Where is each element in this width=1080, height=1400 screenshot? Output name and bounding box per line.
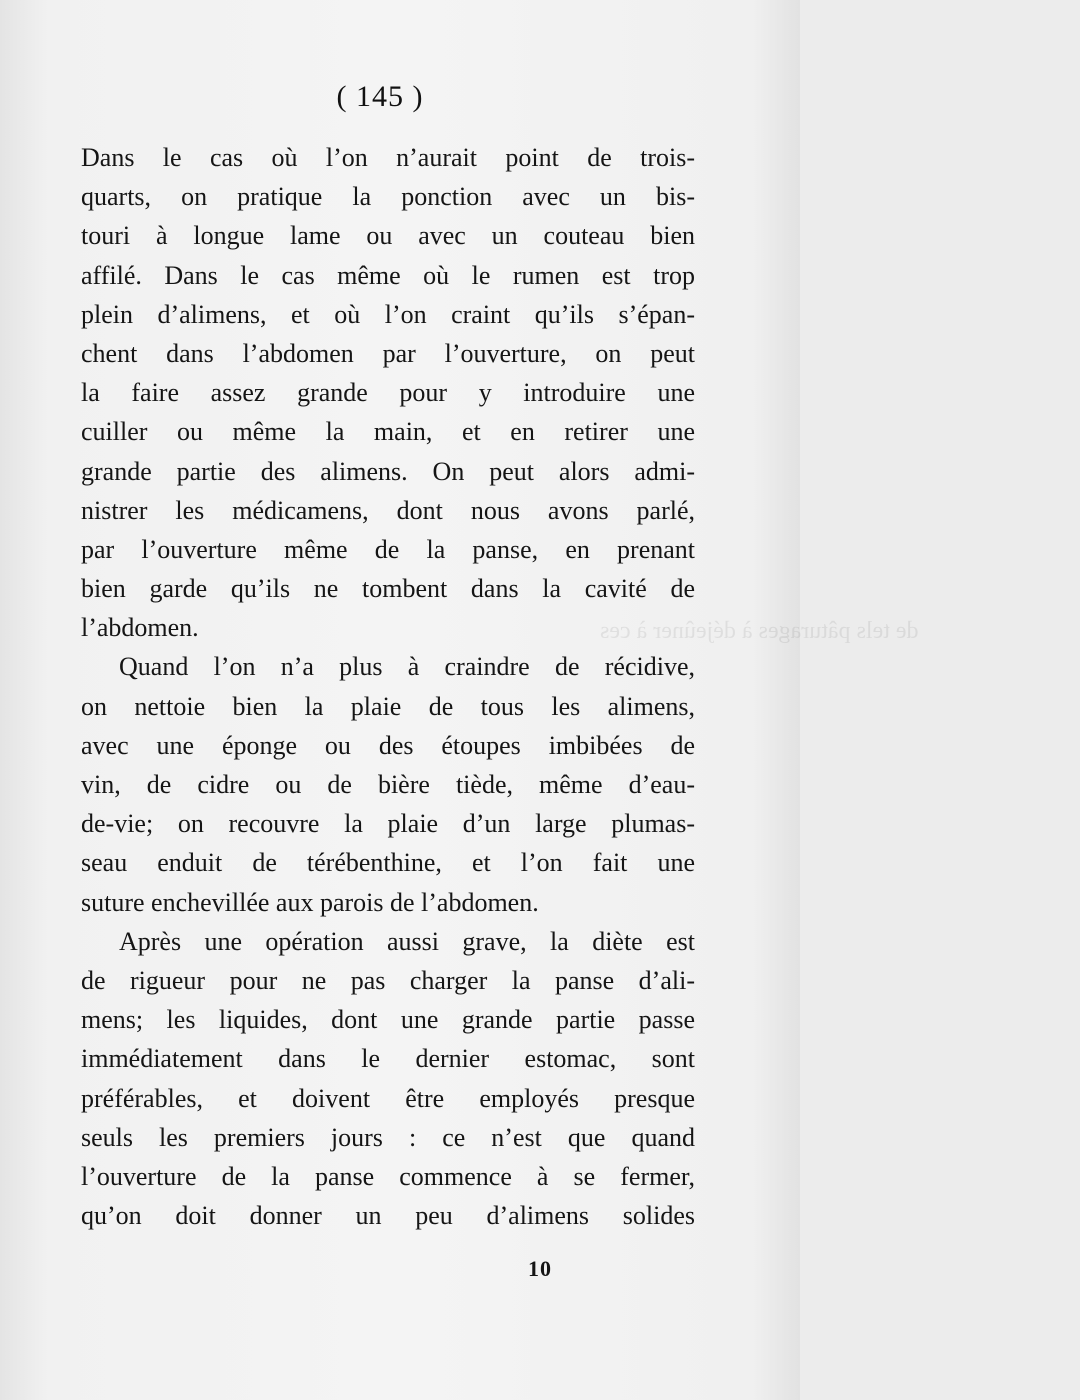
text-line: Dans le cas où l’on n’aurait point de trois- (81, 143, 695, 172)
page-number: ( 145 ) (336, 80, 424, 113)
text-line: suture enchevillée aux parois de l’abdomen. (81, 887, 539, 917)
text-line: de rigueur pour ne pas charger la panse d’ali- (81, 965, 695, 995)
text-line: bien garde qu’ils ne tombent dans la cavité de (81, 574, 695, 604)
paragraph-1 (81, 138, 695, 647)
text-line: touri à longue lame ou avec un couteau bien (81, 221, 695, 251)
text-line: grande partie des alimens. On peut alors admi- (81, 456, 695, 486)
text-line: l’abdomen. (81, 613, 199, 643)
text-line: vin, de cidre ou de bière tiède, même d’eau- (81, 770, 695, 799)
text-line: affilé. Dans le cas même où le rumen est trop (81, 260, 695, 290)
text-line: Quand l’on n’a plus à craindre de récidive, (119, 652, 695, 682)
text-line: immédiatement dans le dernier estomac, sont (81, 1044, 695, 1074)
text-line: la faire assez grande pour y introduire une (81, 378, 695, 408)
text-line: seau enduit de térébenthine, et l’on fait une (81, 848, 695, 878)
text-line: Après une opération aussi grave, la diète est (119, 926, 695, 956)
text-line: préférables, et doivent être employés presque (81, 1083, 695, 1113)
text-line: on nettoie bien la plaie de tous les alimens, (81, 691, 695, 721)
paragraph-2 (81, 647, 695, 921)
text-line: l’ouverture de la panse commence à se fermer, (81, 1161, 695, 1191)
paragraph-3 (81, 922, 695, 1236)
text-line: qu’on doit donner un peu d’alimens solides (81, 1201, 695, 1231)
text-line: mens; les liquides, dont une grande partie passe (81, 1005, 695, 1035)
body-text (81, 138, 695, 1235)
show-through-text: de tels pâturages à déjeûner à ces (600, 618, 919, 644)
signature-mark: 10 (528, 1256, 552, 1281)
text-line: nistrer les médicamens, dont nous avons parlé, (81, 495, 695, 525)
text-line: plein d’alimens, et où l’on craint qu’ils s’épan- (81, 299, 695, 329)
text-line: avec une éponge ou des étoupes imbibées de (81, 730, 695, 760)
text-line: chent dans l’abdomen par l’ouverture, on peut (81, 338, 695, 368)
text-line: cuiller ou même la main, et en retirer une (81, 417, 695, 447)
text-line: par l’ouverture même de la panse, en prenant (81, 534, 695, 564)
text-line: quarts, on pratique la ponction avec un bis- (81, 182, 695, 212)
text-line: de-vie; on recouvre la plaie d’un large plumas- (81, 809, 695, 839)
text-line: seuls les premiers jours : ce n’est que quand (81, 1122, 695, 1152)
